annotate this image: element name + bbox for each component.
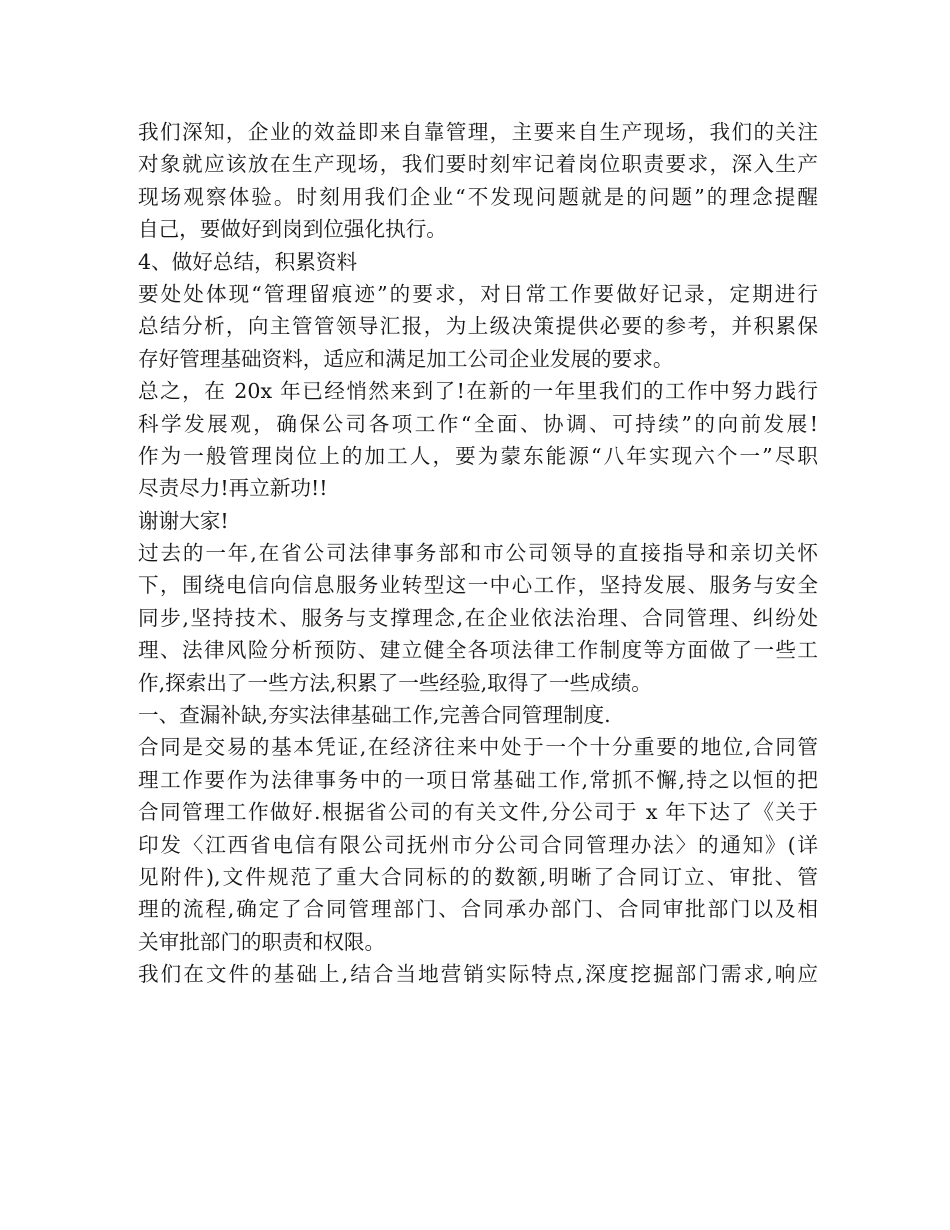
text-line: 我们在文件的基础上,结合当地营销实际特点,深度挖掘部门需求,响应 (138, 962, 818, 987)
text-line: 理、法律风险分析预防、建立健全各项法律工作制度等方面做了一些工 (138, 638, 818, 663)
text-line: 印发〈江西省电信有限公司抚州市分公司合同管理办法〉的通知》(详 (138, 832, 818, 857)
text-line: 合同管理工作做好.根据省公司的有关文件,分公司于 x 年下达了《关于 (138, 800, 818, 825)
text-line: 一、查漏补缺,夯实法律基础工作,完善合同管理制度. (138, 703, 611, 728)
text-line: 见附件),文件规范了重大合同标的的数额,明晰了合同订立、审批、管 (138, 864, 818, 889)
text-line: 理的流程,确定了合同管理部门、合同承办部门、合同审批部门以及相 (138, 897, 818, 922)
text-line: 关审批部门的职责和权限。 (138, 929, 386, 954)
text-line: 存好管理基础资料，适应和满足加工公司企业发展的要求。 (138, 346, 674, 371)
text-line: 过去的一年,在省公司法律事务部和市公司领导的直接指导和亲切关怀 (138, 541, 818, 566)
text-line: 现场观察体验。时刻用我们企业“不发现问题就是的问题”的理念提醒 (138, 184, 818, 209)
text-line: 作,探索出了一些方法,积累了一些经验,取得了一些成绩。 (138, 670, 652, 695)
text-line: 总之，在 20x 年已经悄然来到了!在新的一年里我们的工作中努力践行 (138, 379, 818, 404)
text-line: 下，围绕电信向信息服务业转型这一中心工作，坚持发展、服务与安全 (138, 573, 818, 598)
document-body (138, 116, 818, 991)
text-line: 同步,坚持技术、服务与支撑理念,在企业依法治理、合同管理、纠纷处 (138, 605, 818, 630)
text-line: 总结分析，向主管管领导汇报，为上级决策提供必要的参考，并积累保 (138, 314, 818, 339)
text-line: 谢谢大家! (138, 508, 229, 533)
text-line: 科学发展观，确保公司各项工作“全面、协调、可持续”的向前发展! (138, 411, 818, 436)
text-line: 尽责尽力!再立新功!! (138, 476, 328, 501)
text-line: 我们深知，企业的效益即来自靠管理，主要来自生产现场，我们的关注 (138, 120, 818, 144)
text-line: 4、做好总结，积累资料 (138, 249, 358, 274)
text-line: 作为一般管理岗位上的加工人，要为蒙东能源“八年实现六个一”尽职 (138, 443, 818, 468)
text-line: 合同是交易的基本凭证,在经济往来中处于一个十分重要的地位,合同管 (138, 735, 818, 760)
text-line: 对象就应该放在生产现场，我们要时刻牢记着岗位职责要求，深入生产 (138, 152, 818, 177)
text-line: 要处处体现“管理留痕迹”的要求，对日常工作要做好记录，定期进行 (138, 281, 818, 306)
text-line: 理工作要作为法律事务中的一项日常基础工作,常抓不懈,持之以恒的把 (138, 767, 818, 792)
text-line: 自己，要做好到岗到位强化执行。 (138, 217, 447, 242)
